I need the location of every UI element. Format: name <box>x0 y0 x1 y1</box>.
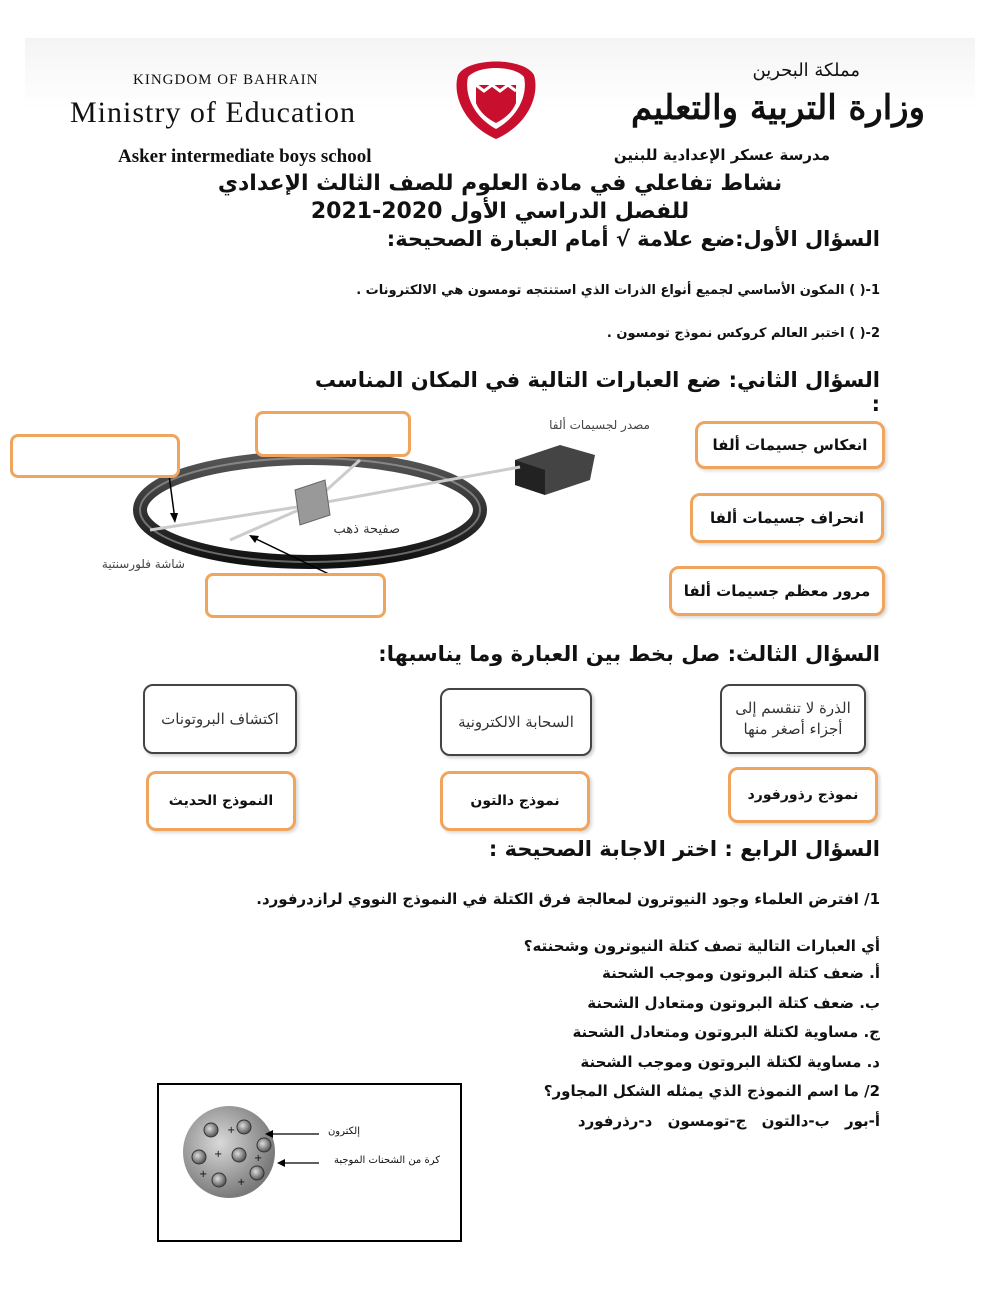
q4-choice-b[interactable]: ب. ضعف كتلة البروتون ومتعادل الشحنة <box>587 994 880 1012</box>
option-alpha-passing[interactable]: مرور معظم جسيمات ألفا <box>669 566 885 616</box>
q4-choice-d[interactable]: د. مساوية لكتلة البروتون وموجب الشحنة <box>580 1053 880 1071</box>
activity-title: نشاط تفاعلي في مادة العلوم للصف الثالث الإعدادي <box>217 171 783 196</box>
statement-indivisible-atom[interactable]: الذرة لا تنقسم إلى أجزاء أصغر منها <box>720 684 866 754</box>
q3-heading: السؤال الثالث: صل بخط بين العبارة وما يناسبها: <box>378 642 880 666</box>
model-dalton[interactable]: نموذج دالتون <box>440 771 590 831</box>
statement-proton-discovery[interactable]: اكتشاف البروتونات <box>143 684 297 754</box>
model-modern[interactable]: النموذج الحديث <box>146 771 296 831</box>
q4-question-1: 1/ افترض العلماء وجود النيوترون لمعالجة فرق الكتلة في النموذج النووي لرازدرفورد. <box>256 890 880 908</box>
statement-electron-cloud[interactable]: السحابة الالكترونية <box>440 688 592 756</box>
kingdom-label-ar: مملكة البحرين <box>752 60 860 81</box>
q4-choice-c[interactable]: ج. مساوية لكتلة البروتون ومتعادل الشحنة <box>572 1023 880 1041</box>
fluorescent-screen-label: شاشة فلورسنتية <box>101 557 185 571</box>
option-alpha-reflection[interactable]: انعكاس جسيمات ألفا <box>695 421 885 469</box>
q1-heading: السؤال الأول:ضع علامة √ أمام العبارة الصحيحة: <box>386 227 880 251</box>
svg-text:+: + <box>199 1169 208 1180</box>
gold-foil-label: صفيحة ذهب <box>333 522 400 537</box>
ministry-title-en: Ministry of Education <box>70 96 356 129</box>
school-name-ar: مدرسة عسكر الإعدادية للبنين <box>613 146 830 164</box>
drop-box-bottom[interactable] <box>205 573 386 618</box>
q4-question-2: 2/ ما اسم النموذج الذي يمثله الشكل المجاور؟ <box>543 1082 880 1100</box>
bahrain-emblem <box>448 55 544 143</box>
q4-question-2-choices[interactable]: أ-بور ب-دالتون ج-تومسون د-رذرفورد <box>577 1112 880 1130</box>
drop-box-top-left[interactable] <box>10 434 180 478</box>
q4-choice-a[interactable]: أ. ضعف كتلة البروتون وموجب الشحنة <box>601 964 880 982</box>
alpha-source-label: مصدر لجسيمات ألفا <box>549 418 650 432</box>
positive-charge-label: كرة من الشحنات الموجبة <box>333 1155 440 1166</box>
q2-heading: السؤال الثاني: ضع العبارات التالية في المكان المناسب : <box>314 368 880 416</box>
svg-text:+: + <box>214 1149 223 1160</box>
q4-heading: السؤال الرابع : اختر الاجابة الصحيحة : <box>488 837 880 861</box>
semester-title: للفصل الدراسي الأول 2020-2021 <box>310 199 690 224</box>
svg-text:+: + <box>254 1153 263 1164</box>
drop-box-top-center[interactable] <box>255 411 411 457</box>
q1-item-1: 1-( ) المكون الأساسي لجميع أنواع الذرات الذي استنتجه تومسون هي الالكترونات . <box>356 283 880 298</box>
svg-text:+: + <box>227 1125 236 1136</box>
school-name-en: Asker intermediate boys school <box>118 146 372 167</box>
electron-label: إلكترون <box>327 1126 360 1137</box>
model-rutherford[interactable]: نموذج رذورفورد <box>728 767 878 823</box>
ministry-title-ar: وزارة التربية والتعليم <box>631 88 925 128</box>
kingdom-label: KINGDOM OF BAHRAIN <box>133 72 319 88</box>
q1-item-2: 2-( ) اختبر العالم كروكس نموذج تومسون . <box>606 326 880 341</box>
q4-question-1-sub: أي العبارات التالية تصف كتلة النيوترون وشحنته؟ <box>523 937 880 955</box>
option-alpha-deflection[interactable]: انحراف جسيمات ألفا <box>690 493 884 543</box>
svg-text:+: + <box>237 1177 246 1188</box>
